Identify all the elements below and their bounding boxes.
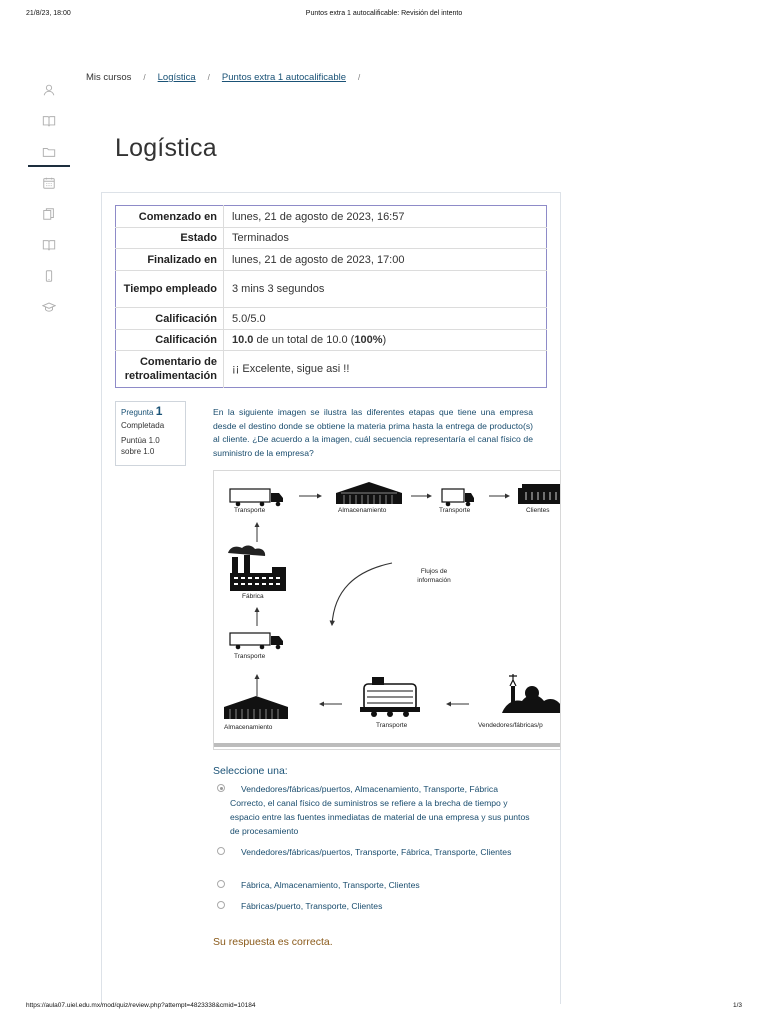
grade-close: ) bbox=[382, 334, 387, 346]
grade-points: 10.0 bbox=[232, 334, 254, 346]
diagram-label: Fábrica bbox=[242, 593, 264, 600]
summary-label: Comentario de retroalimentación bbox=[116, 351, 224, 388]
sidebar-item-library[interactable] bbox=[28, 229, 70, 260]
diagram-label: Clientes bbox=[526, 507, 550, 514]
breadcrumb bbox=[86, 72, 372, 83]
breadcrumb-quiz[interactable]: Puntos extra 1 autocalificable bbox=[221, 72, 347, 83]
diagram-label: Flujos de información bbox=[417, 568, 451, 584]
copy-icon bbox=[42, 207, 56, 221]
mobile-icon bbox=[42, 269, 56, 283]
question-state: Completada bbox=[121, 421, 165, 430]
factory-icon bbox=[228, 545, 286, 591]
summary-value bbox=[224, 330, 547, 351]
summary-label: Tiempo empleado bbox=[116, 271, 224, 308]
diagram-label: Transporte bbox=[234, 653, 266, 660]
summary-value: Terminados bbox=[224, 228, 547, 249]
summary-row bbox=[116, 351, 547, 388]
sidebar-item-courses[interactable] bbox=[28, 198, 70, 229]
warehouse-icon bbox=[224, 696, 288, 719]
print-footer bbox=[26, 1002, 742, 1014]
calendar-icon bbox=[42, 176, 56, 190]
question-number: 1 bbox=[155, 404, 163, 418]
summary-row bbox=[116, 228, 547, 249]
answer-option-text: Vendedores/fábricas/puertos, Transporte, Fábrica, Transporte, Clientes bbox=[241, 847, 512, 857]
summary-label: Calificación bbox=[116, 330, 224, 351]
vendors-farm-icon bbox=[502, 674, 561, 713]
answer-result: Su respuesta es correcta. bbox=[213, 936, 333, 948]
print-page-number: 1/3 bbox=[732, 1002, 742, 1009]
truck-icon bbox=[230, 489, 283, 506]
question-label: Pregunta bbox=[121, 408, 154, 417]
sidebar-item-calendar[interactable] bbox=[28, 167, 70, 198]
answer-feedback: Correcto, el canal físico de suministros se refiere a la brecha de tiempo y espacio entre las fuentes inmediatas de material de una empresa y sus puntos de procesamiento bbox=[230, 798, 530, 836]
folder-icon bbox=[42, 145, 56, 159]
summary-value: 5.0/5.0 bbox=[224, 308, 547, 330]
book-icon bbox=[42, 238, 56, 252]
warehouse-icon bbox=[336, 482, 402, 504]
answer-option[interactable] bbox=[217, 782, 537, 838]
radio-button-selected[interactable] bbox=[217, 784, 225, 792]
question-info bbox=[115, 401, 186, 466]
sidebar-item-mobile[interactable] bbox=[28, 260, 70, 291]
truck-icon bbox=[442, 489, 474, 506]
breadcrumb-separator: / bbox=[207, 73, 210, 82]
breadcrumb-separator: / bbox=[358, 73, 361, 82]
sidebar-item-profile[interactable] bbox=[28, 74, 70, 105]
diagram-label: Vendedores/fábricas/p bbox=[478, 722, 543, 729]
print-title: Puntos extra 1 autocalificable: Revisión del intento bbox=[305, 10, 463, 17]
book-icon bbox=[42, 114, 56, 128]
summary-row bbox=[116, 271, 547, 308]
summary-row bbox=[116, 330, 547, 351]
answer-option-text: Fábricas/puerto, Transporte, Clientes bbox=[241, 901, 383, 911]
grade-total: de un total de 10.0 ( bbox=[253, 334, 355, 346]
question-text: En la siguiente imagen se ilustra las diferentes etapas que tiene una empresa desde el destino donde se obtiene la materia prima hasta la entrega de producto(s) al cliente. ¿De acuerdo a la imagen, cuál secuencia representaría el canal físico de suministro de la empresa? bbox=[213, 407, 533, 458]
answer-option-text: Fábrica, Almacenamiento, Transporte, Clientes bbox=[241, 880, 420, 890]
graduation-cap-icon bbox=[42, 300, 56, 314]
sidebar-nav bbox=[28, 74, 70, 322]
summary-value: lunes, 21 de agosto de 2023, 17:00 bbox=[224, 249, 547, 271]
page-title: Logística bbox=[115, 134, 217, 162]
radio-button[interactable] bbox=[217, 847, 225, 855]
radio-button[interactable] bbox=[217, 880, 225, 888]
summary-label: Calificación bbox=[116, 308, 224, 330]
grade-percent: 100% bbox=[354, 334, 383, 346]
radio-button[interactable] bbox=[217, 901, 225, 909]
print-header bbox=[26, 10, 742, 24]
sidebar-item-files[interactable] bbox=[28, 136, 70, 167]
question-score: Puntúa 1.0 bbox=[121, 436, 160, 445]
sidebar-item-academic[interactable] bbox=[28, 291, 70, 322]
summary-label: Estado bbox=[116, 228, 224, 249]
breadcrumb-mis-cursos[interactable]: Mis cursos bbox=[86, 72, 132, 83]
print-url: https://aula07.uiel.edu.mx/mod/quiz/review.php?attempt=4823338&cmid=10184 bbox=[26, 1002, 256, 1009]
breadcrumb-course[interactable]: Logística bbox=[157, 72, 196, 83]
diagram-label: Almacenamiento bbox=[338, 507, 387, 514]
print-date: 21/8/23, 18:00 bbox=[26, 10, 71, 17]
information-flow-arrow bbox=[332, 563, 392, 625]
breadcrumb-separator: / bbox=[143, 73, 146, 82]
diagram-label: Transporte bbox=[234, 507, 266, 514]
truck-icon bbox=[230, 633, 283, 649]
summary-value: lunes, 21 de agosto de 2023, 16:57 bbox=[224, 206, 547, 228]
summary-row bbox=[116, 308, 547, 330]
diagram-label: Almacenamiento bbox=[224, 724, 273, 731]
answer-option-text: Vendedores/fábricas/puertos, Almacenamiento, Transporte, Fábrica bbox=[241, 784, 498, 794]
summary-label: Finalizado en bbox=[116, 249, 224, 271]
summary-value: 3 mins 3 segundos bbox=[224, 271, 547, 308]
answer-option[interactable] bbox=[217, 899, 537, 913]
diagram-label: Transporte bbox=[376, 722, 408, 729]
answer-option[interactable] bbox=[217, 845, 537, 859]
summary-row bbox=[116, 206, 547, 228]
sidebar-item-grades[interactable] bbox=[28, 105, 70, 136]
train-icon bbox=[360, 677, 420, 717]
summary-row bbox=[116, 249, 547, 271]
summary-label: Comenzado en bbox=[116, 206, 224, 228]
attempt-summary-table bbox=[115, 205, 547, 388]
diagram-label: Transporte bbox=[439, 507, 471, 514]
answer-prompt: Seleccione una: bbox=[213, 765, 288, 777]
diagram-drawing bbox=[214, 471, 561, 747]
answer-option[interactable] bbox=[217, 878, 537, 892]
supply-chain-diagram bbox=[213, 470, 561, 750]
question-score-max: sobre 1.0 bbox=[121, 447, 155, 456]
summary-value: ¡¡ Excelente, sigue asi !! bbox=[232, 363, 350, 375]
store-icon bbox=[518, 484, 561, 504]
user-icon bbox=[42, 83, 56, 97]
